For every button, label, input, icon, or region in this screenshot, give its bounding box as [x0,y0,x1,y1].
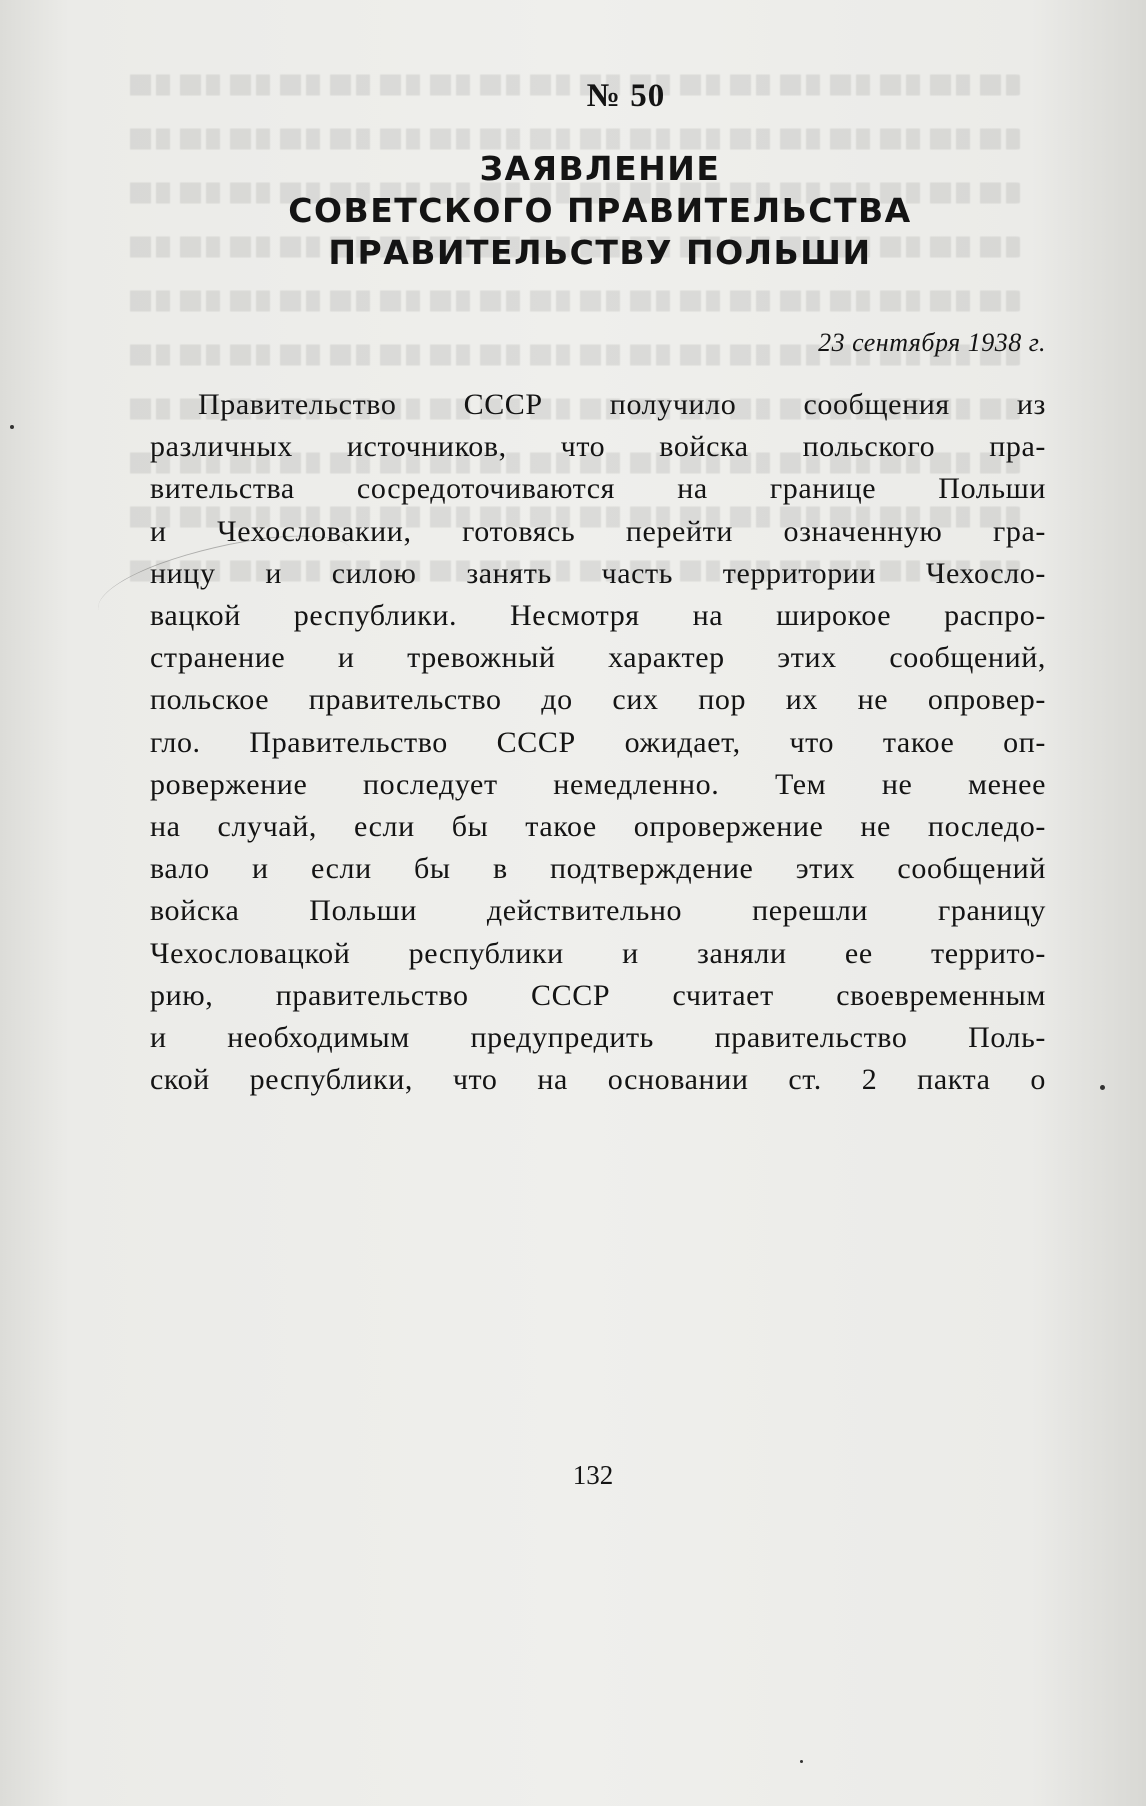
page-number: 132 [572,1460,614,1490]
print-speck [10,425,14,429]
document-title [154,148,1046,274]
body-line: польское правительство до сих пор их не опровер- [150,683,1046,717]
body-line: ской республики, что на основании ст. 2 пакта о [150,1063,1046,1097]
body-line: вало и если бы в подтверждение этих сообщений [150,852,1046,886]
body-line: гло. Правительство СССР ожидает, что такое оп- [150,725,1046,759]
body-line: ницу и силою занять часть территории Чехосло- [150,556,1046,590]
body-line: и Чехословакии, готовясь перейти означенную гра- [150,514,1046,548]
body-line: и необходимым предупредить правительство Поль- [150,1021,1046,1055]
title-line: ПРАВИТЕЛЬСТВУ ПОЛЬШИ [328,233,872,272]
document-content [150,70,1046,1101]
body-line: Чехословацкой республики и заняли ее террито- [150,936,1046,970]
body-line: ровержение последует немедленно. Тем не менее [150,767,1046,801]
title-line: ЗАЯВЛЕНИЕ [479,149,721,188]
body-line: Правительство СССР получило сообщения из [198,388,1046,421]
body-line: войска Польши действительно перешли границу [150,894,1046,928]
title-line: СОВЕТСКОГО ПРАВИТЕЛЬСТВА [288,191,912,230]
body-line: различных источников, что войска польского пра- [150,430,1046,464]
print-speck [800,1760,803,1763]
document-body [150,384,1046,1101]
document-number: № 50 [586,78,666,114]
body-line: вацкой республики. Несмотря на широкое распро- [150,599,1046,633]
body-line: на случай, если бы такое опровержение не последо- [150,810,1046,844]
print-speck [1100,1085,1105,1090]
body-line: вительства сосредоточиваются на границе Польши [150,472,1046,506]
body-line: рию, правительство СССР считает своевременным [150,978,1046,1012]
body-line: странение и тревожный характер этих сообщений, [150,641,1046,675]
document-date: 23 сентября 1938 г. [818,328,1046,357]
